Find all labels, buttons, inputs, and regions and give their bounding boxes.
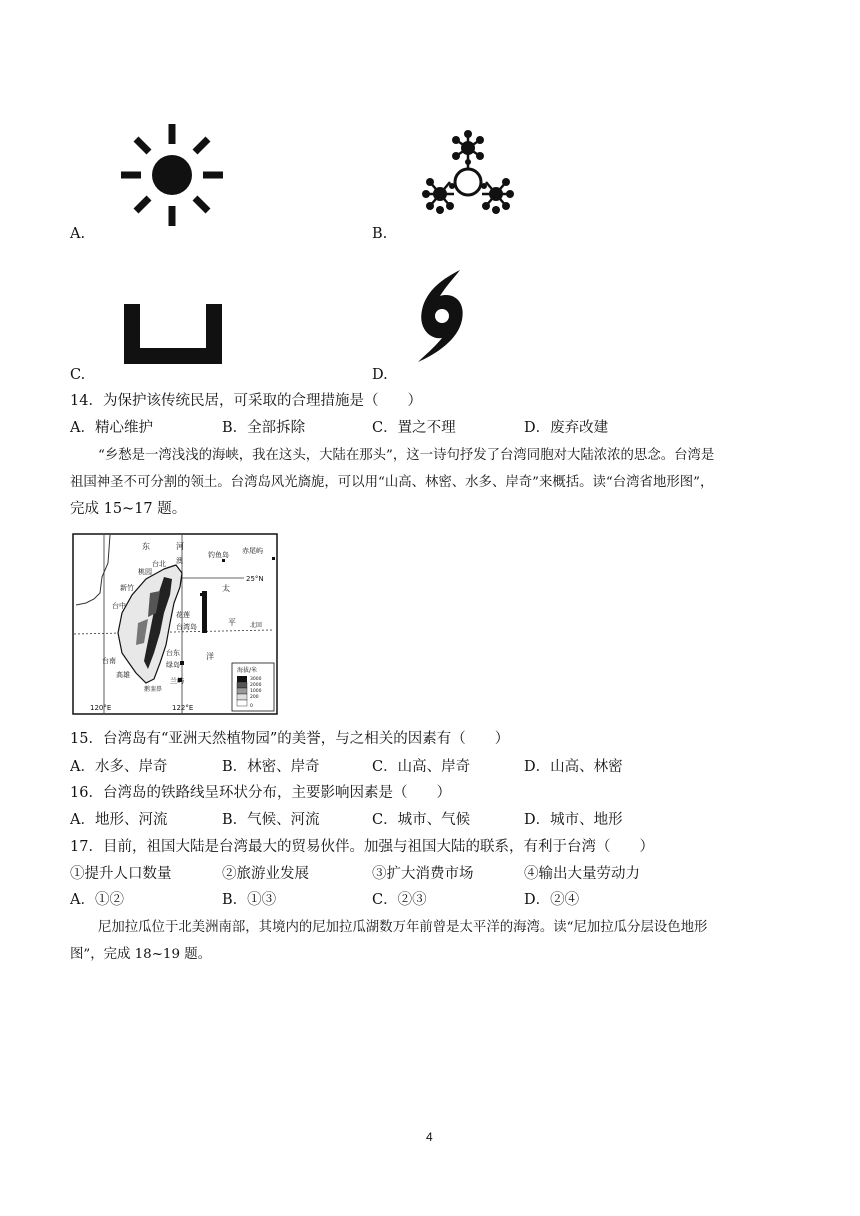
map-label-taoyuan: 桃园	[138, 568, 152, 576]
legend-3000: 3000	[250, 677, 262, 682]
legend-title: 海拔/米	[237, 667, 258, 674]
map-label-taibei: 台北	[152, 560, 166, 568]
q16-option-a: A．地形、河流	[70, 812, 168, 828]
taiwan-topographic-map	[72, 533, 278, 715]
sun-icon	[118, 120, 226, 228]
intro-15-17-line3: 完成 15~17 题。	[70, 501, 187, 517]
map-label-hualian: 花莲	[176, 611, 190, 619]
q15-option-b: B．林密、岸奇	[222, 759, 320, 775]
legend-0: 0	[250, 704, 253, 709]
symbol-b	[412, 124, 524, 224]
map-label-ludao: 绿岛	[166, 661, 180, 669]
typhoon-icon	[412, 266, 472, 364]
snowflake-cluster-icon	[412, 124, 524, 224]
map-label-lon120: 120°E	[90, 704, 112, 712]
map-label-lanyu: 兰屿	[170, 677, 184, 685]
q17-item-4: ④输出大量劳动力	[524, 866, 640, 882]
q15-option-d: D．山高、林密	[524, 759, 623, 775]
option-c-label: C.	[70, 367, 86, 383]
intro-18-19-line2: 图”，完成 18~19 题。	[70, 947, 211, 962]
intro-18-19-line1: 尼加拉瓜位于北美洲南部，其境内的尼加拉瓜湖数万年前曾是太平洋的海湾。读“尼加拉瓜分层设色地形	[98, 920, 708, 935]
map-label-lon122: 122°E	[172, 704, 194, 712]
q16-option-d: D．城市、地形	[524, 812, 623, 828]
map-label-tainan: 台南	[102, 657, 116, 665]
map-label-hengchun: 鹅銮鼻	[144, 686, 163, 693]
q17-item-1: ①提升人口数量	[70, 866, 172, 882]
q17-stem: 17．目前，祖国大陆是台湾最大的贸易伙伴。加强与祖国大陆的联系，有利于台湾（ ）	[70, 839, 654, 855]
map-label-taizhong: 台中	[112, 602, 126, 610]
q17-option-b: B．①③	[222, 892, 277, 908]
intro-15-17	[70, 442, 800, 523]
q14-option-a: A．精心维护	[70, 420, 153, 436]
q17-option-c: C．②③	[372, 892, 427, 908]
map-label-dong: 东	[142, 542, 150, 551]
u-shape-icon	[120, 300, 226, 370]
map-label-taiwandao: 台湾岛	[176, 623, 197, 631]
q17-item-3: ③扩大消费市场	[372, 866, 474, 882]
symbol-c	[120, 300, 226, 370]
intro-15-17-line1: “乡愁是一湾浅浅的海峡，我在这头，大陆在那头”，这一诗句抒发了台湾同胞对大陆浓浓的思念。台湾是	[98, 448, 715, 463]
q15-option-a: A．水多、岸奇	[70, 759, 168, 775]
map-label-huabei: 北回	[250, 622, 263, 629]
map-label-lat25: 25°N	[246, 575, 264, 583]
symbol-d	[412, 266, 472, 364]
legend-200: 200	[250, 695, 259, 700]
option-a-label: A.	[70, 226, 86, 242]
map-label-yang: 洋	[206, 652, 214, 661]
q17-option-d: D．②④	[524, 892, 580, 908]
map-label-ao: 澳	[176, 557, 183, 565]
map-label-gaoxiong: 高雄	[116, 671, 130, 679]
legend-1000: 1000	[250, 689, 262, 694]
map-label-he: 河	[176, 542, 184, 551]
option-b-label: B.	[372, 226, 388, 242]
q17-option-a: A．①②	[70, 892, 124, 908]
q15-stem: 15．台湾岛有“亚洲天然植物园”的美誉，与之相关的因素有（ ）	[70, 731, 510, 747]
intro-18-19	[70, 914, 800, 968]
q15-option-c: C．山高、岸奇	[372, 759, 471, 775]
q14-option-b: B．全部拆除	[222, 420, 306, 436]
q14-option-c: C．置之不理	[372, 420, 456, 436]
map-label-da: 太	[222, 584, 230, 593]
map-label-diaoyudao: 钓鱼岛	[208, 551, 229, 559]
map-label-taidong: 台东	[166, 649, 180, 657]
map-label-ping: 平	[228, 618, 236, 627]
legend-2000: 2000	[250, 683, 262, 688]
q14-option-d: D．废弃改建	[524, 420, 609, 436]
intro-15-17-line2: 祖国神圣不可分割的领土。台湾岛风光旖旎，可以用“山高、林密、水多、岸奇”来概括。读“台湾省地形图”，	[70, 475, 714, 490]
q14-stem: 14．为保护该传统民居，可采取的合理措施是（ ）	[70, 393, 422, 409]
q17-item-2: ②旅游业发展	[222, 866, 309, 882]
map-label-chiweiyu: 赤尾屿	[242, 547, 263, 555]
q16-option-b: B．气候、河流	[222, 812, 320, 828]
q16-stem: 16．台湾岛的铁路线呈环状分布，主要影响因素是（ ）	[70, 785, 451, 801]
option-d-label: D.	[372, 367, 388, 383]
q16-option-c: C．城市、气候	[372, 812, 471, 828]
symbol-a	[118, 120, 226, 228]
page-number: 4	[426, 1130, 433, 1144]
map-label-xinzhu: 新竹	[120, 584, 134, 592]
